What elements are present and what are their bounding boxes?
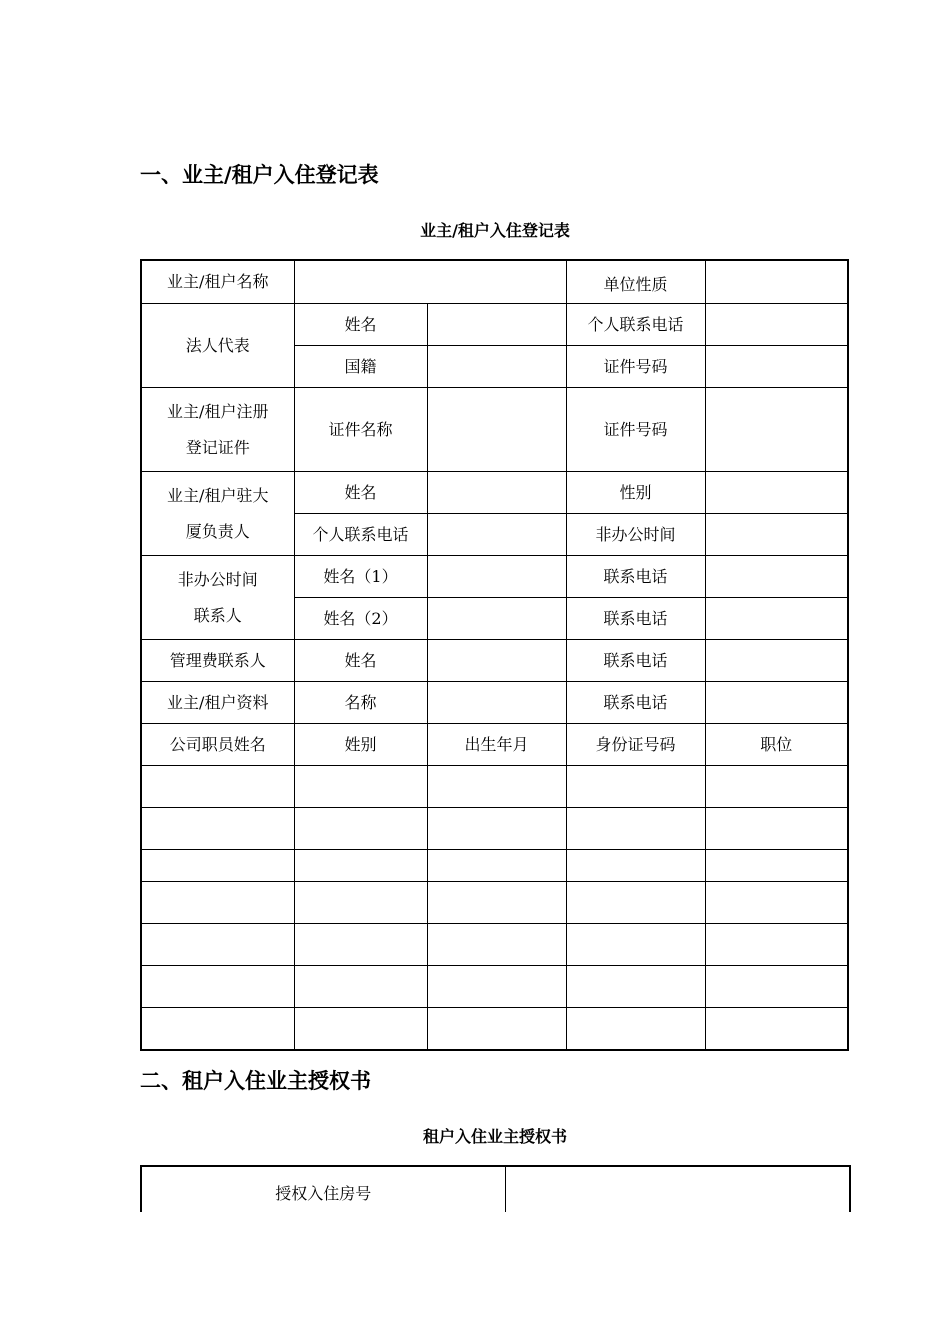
unit-nature-label: 单位性质: [566, 260, 705, 304]
owner-name-field[interactable]: [294, 260, 566, 304]
resident-head-label: [141, 472, 294, 556]
contact-phone1-field[interactable]: [705, 556, 848, 598]
registration-table-caption: 业主/租户入住登记表: [420, 221, 570, 240]
mgmt-fee-phone-label: 联系电话: [566, 640, 705, 682]
staff-position-cell[interactable]: [705, 850, 848, 882]
staff-name-cell[interactable]: [141, 924, 294, 966]
contact-phone1-label: 联系电话: [566, 556, 705, 598]
room-number-label: 授权入住房号: [141, 1166, 505, 1212]
table-row: [141, 682, 848, 724]
resident-head-phone-field[interactable]: [427, 514, 566, 556]
contact-phone2-label: 联系电话: [566, 598, 705, 640]
after-hours-contact-line2: 联系人: [193, 605, 242, 625]
staff-name-cell[interactable]: [141, 766, 294, 808]
cert-name-field[interactable]: [427, 388, 566, 472]
after-hours-contact-label: [141, 556, 294, 640]
staff-birth-cell[interactable]: [427, 1008, 566, 1050]
staff-name-cell[interactable]: [141, 1008, 294, 1050]
staff-name-cell[interactable]: [141, 882, 294, 924]
staff-id-cell[interactable]: [566, 850, 705, 882]
legal-rep-name-field[interactable]: [427, 304, 566, 346]
staff-row: [141, 808, 848, 850]
staff-position-cell[interactable]: [705, 882, 848, 924]
staff-row: [141, 966, 848, 1008]
staff-row: [141, 1008, 848, 1050]
contact-name2-label: 姓名（2）: [294, 598, 427, 640]
staff-birth-cell[interactable]: [427, 924, 566, 966]
mgmt-fee-name-label: 姓名: [294, 640, 427, 682]
non-office-hours-field[interactable]: [705, 514, 848, 556]
staff-position-cell[interactable]: [705, 1008, 848, 1050]
cert-number-label: 证件号码: [566, 388, 705, 472]
staff-gender-header: 姓别: [294, 724, 427, 766]
staff-header-row: [141, 724, 848, 766]
staff-id-cell[interactable]: [566, 808, 705, 850]
table-row: [141, 1166, 850, 1212]
staff-birth-cell[interactable]: [427, 766, 566, 808]
resident-head-label-line1: 业主/租户驻大: [167, 485, 269, 505]
table-row: [141, 640, 848, 682]
legal-rep-id-number-field[interactable]: [705, 346, 848, 388]
non-office-hours-label: 非办公时间: [566, 514, 705, 556]
gender-label: 性别: [566, 472, 705, 514]
section2-heading: 二、租户入住业主授权书: [140, 1069, 371, 1093]
staff-name-header: 公司职员姓名: [141, 724, 294, 766]
staff-gender-cell[interactable]: [294, 808, 427, 850]
mgmt-fee-phone-field[interactable]: [705, 640, 848, 682]
staff-row: [141, 850, 848, 882]
nationality-field[interactable]: [427, 346, 566, 388]
staff-row: [141, 924, 848, 966]
mgmt-fee-name-field[interactable]: [427, 640, 566, 682]
resident-head-name-field[interactable]: [427, 472, 566, 514]
staff-id-cell[interactable]: [566, 924, 705, 966]
table-row: [141, 304, 848, 346]
owner-name-label: 业主/租户名称: [141, 260, 294, 304]
staff-row: [141, 766, 848, 808]
reg-cert-label: [141, 388, 294, 472]
owner-info-phone-label: 联系电话: [566, 682, 705, 724]
mgmt-fee-contact-label: 管理费联系人: [141, 640, 294, 682]
table-row: [141, 388, 848, 472]
authorization-table: [140, 1165, 851, 1212]
reg-cert-label-line1: 业主/租户注册: [167, 401, 269, 421]
staff-birth-cell[interactable]: [427, 882, 566, 924]
contact-name1-label: 姓名（1）: [294, 556, 427, 598]
legal-rep-name-label: 姓名: [294, 304, 427, 346]
staff-birth-cell[interactable]: [427, 966, 566, 1008]
staff-position-cell[interactable]: [705, 808, 848, 850]
staff-name-cell[interactable]: [141, 850, 294, 882]
owner-info-title-label: 名称: [294, 682, 427, 724]
registration-table: [140, 259, 849, 1051]
resident-head-label-line2: 厦负责人: [185, 521, 250, 541]
staff-birth-cell[interactable]: [427, 850, 566, 882]
table-row: [141, 556, 848, 598]
staff-position-cell[interactable]: [705, 766, 848, 808]
legal-rep-phone-label: 个人联系电话: [566, 304, 705, 346]
staff-id-cell[interactable]: [566, 966, 705, 1008]
resident-head-name-label: 姓名: [294, 472, 427, 514]
resident-head-phone-label: 个人联系电话: [294, 514, 427, 556]
unit-nature-field[interactable]: [705, 260, 848, 304]
staff-gender-cell[interactable]: [294, 1008, 427, 1050]
legal-rep-label: 法人代表: [141, 304, 294, 388]
staff-gender-cell[interactable]: [294, 966, 427, 1008]
owner-info-phone-field[interactable]: [705, 682, 848, 724]
staff-gender-cell[interactable]: [294, 766, 427, 808]
staff-row: [141, 882, 848, 924]
staff-birth-cell[interactable]: [427, 808, 566, 850]
contact-name1-field[interactable]: [427, 556, 566, 598]
staff-id-header: 身份证号码: [566, 724, 705, 766]
contact-phone2-field[interactable]: [705, 598, 848, 640]
contact-name2-field[interactable]: [427, 598, 566, 640]
staff-id-cell[interactable]: [566, 1008, 705, 1050]
staff-position-cell[interactable]: [705, 924, 848, 966]
owner-info-label: 业主/租户资料: [141, 682, 294, 724]
staff-name-cell[interactable]: [141, 966, 294, 1008]
table-row: [141, 260, 848, 304]
cert-name-label: 证件名称: [294, 388, 427, 472]
staff-id-cell[interactable]: [566, 882, 705, 924]
room-number-field[interactable]: [505, 1166, 850, 1212]
legal-rep-phone-field[interactable]: [705, 304, 848, 346]
staff-name-cell[interactable]: [141, 808, 294, 850]
staff-gender-cell[interactable]: [294, 850, 427, 882]
after-hours-contact-line1: 非办公时间: [177, 569, 258, 589]
staff-id-cell[interactable]: [566, 766, 705, 808]
gender-field[interactable]: [705, 472, 848, 514]
cert-number-field[interactable]: [705, 388, 848, 472]
staff-position-header: 职位: [705, 724, 848, 766]
staff-gender-cell[interactable]: [294, 924, 427, 966]
table-row: [141, 472, 848, 514]
owner-info-title-field[interactable]: [427, 682, 566, 724]
staff-position-cell[interactable]: [705, 966, 848, 1008]
nationality-label: 国籍: [294, 346, 427, 388]
legal-rep-id-number-label: 证件号码: [566, 346, 705, 388]
staff-gender-cell[interactable]: [294, 882, 427, 924]
staff-birth-header: 出生年月: [427, 724, 566, 766]
authorization-table-caption: 租户入住业主授权书: [422, 1127, 567, 1146]
section1-heading: 一、业主/租户入住登记表: [140, 163, 379, 187]
reg-cert-label-line2: 登记证件: [185, 437, 250, 457]
